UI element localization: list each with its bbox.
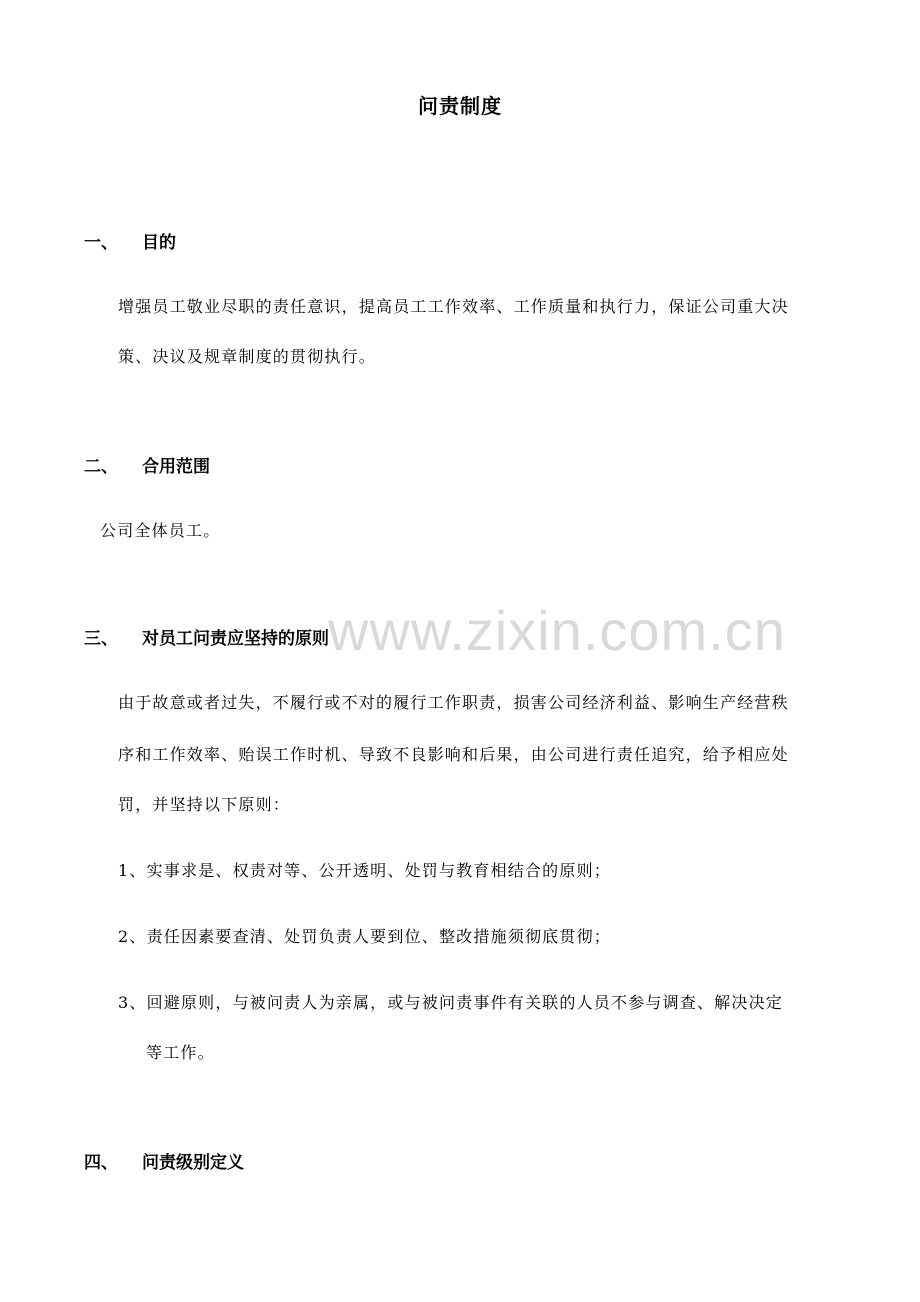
paragraph-line: 序和工作效率、贻误工作时机、导致不良影响和后果，由公司进行责任追究，给予相应处 — [118, 745, 789, 764]
paragraph-line: 增强员工敬业尽职的责任意识，提高员工工作效率、工作质量和执行力，保证公司重大决 — [118, 297, 789, 316]
section-heading-2 — [84, 452, 210, 477]
section-heading-1 — [84, 228, 176, 253]
list-item-continuation: 等工作。 — [146, 1043, 215, 1062]
section-title: 合用范围 — [142, 457, 210, 477]
page-title: 问责制度 — [418, 94, 502, 118]
watermark: www.zixin.com.cn — [328, 599, 786, 662]
section-title: 问责级别定义 — [142, 1153, 244, 1173]
paragraph-line: 策、决议及规章制度的贯彻执行。 — [118, 347, 377, 366]
list-item: 1、实事求是、权责对等、公开透明、处罚与教育相结合的原则； — [118, 861, 611, 880]
list-item: 2、责任因素要查清、处罚负责人要到位、整改措施须彻底贯彻； — [118, 927, 611, 946]
section-title: 对员工问责应坚持的原则 — [142, 629, 329, 649]
paragraph-line: 由于故意或者过失，不履行或不对的履行工作职责，损害公司经济利益、影响生产经营秩 — [118, 693, 789, 712]
section-heading-3 — [84, 624, 329, 649]
paragraph-line: 公司全体员工。 — [100, 521, 221, 540]
section-number: 三、 — [84, 629, 118, 649]
section-number: 一、 — [84, 233, 118, 253]
paragraph-line: 罚，并坚持以下原则： — [118, 795, 291, 814]
section-number: 四、 — [84, 1153, 118, 1173]
list-item: 3、回避原则，与被问责人为亲属，或与被问责事件有关联的人员不参与调查、解决决定 — [118, 993, 783, 1012]
section-title: 目的 — [142, 233, 176, 253]
section-heading-4 — [84, 1148, 244, 1173]
section-number: 二、 — [84, 457, 118, 477]
